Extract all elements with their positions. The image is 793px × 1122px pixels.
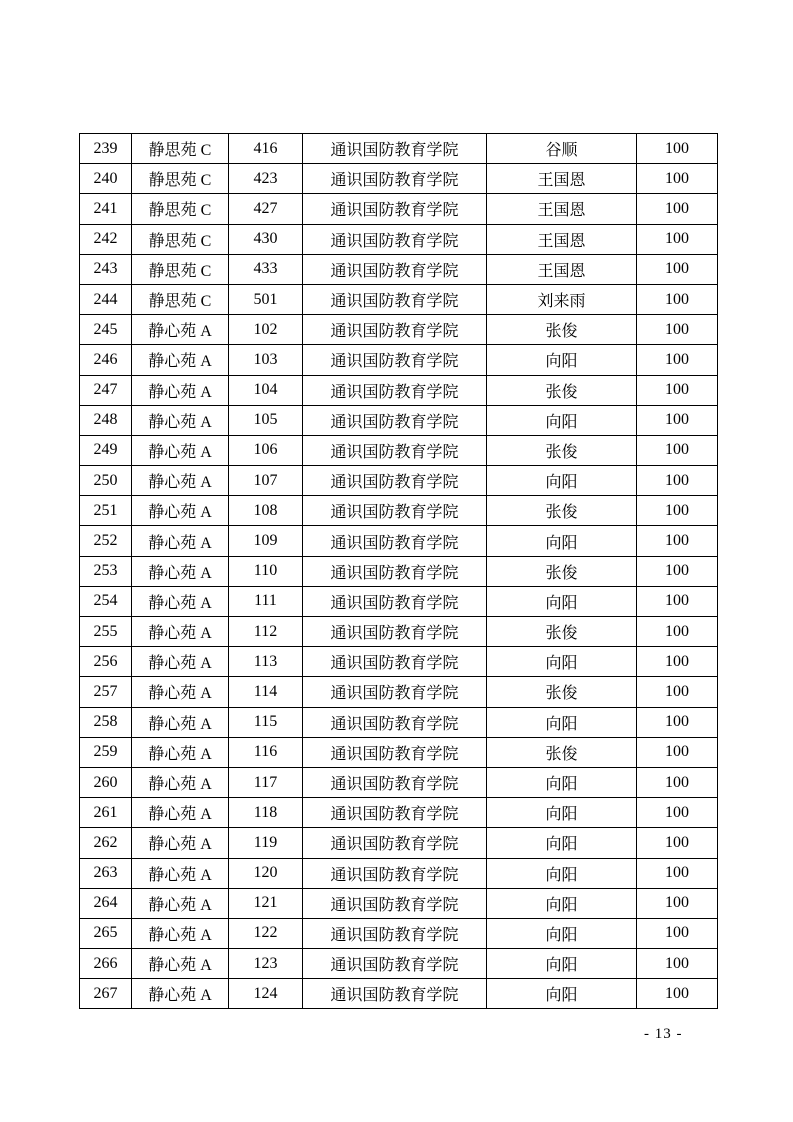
room-number-cell: 114 [229,677,303,707]
building-cell: 静心苑 A [132,828,229,858]
table-row [80,767,718,797]
college-cell: 通识国防教育学院 [303,164,487,194]
building-cell: 静心苑 A [132,767,229,797]
building-cell: 静心苑 A [132,556,229,586]
room-number-cell: 106 [229,435,303,465]
document-page [79,133,717,1009]
inspector-name-cell: 向阳 [487,466,637,496]
inspector-name-cell: 刘来雨 [487,284,637,314]
table-row [80,254,718,284]
score-cell: 100 [637,345,718,375]
room-number-cell: 121 [229,888,303,918]
college-cell: 通识国防教育学院 [303,767,487,797]
building-cell: 静心苑 A [132,496,229,526]
building-cell: 静心苑 A [132,677,229,707]
room-number-cell: 427 [229,194,303,224]
row-number-cell: 248 [80,405,132,435]
table-row [80,315,718,345]
table-row [80,405,718,435]
room-number-cell: 104 [229,375,303,405]
room-number-cell: 501 [229,284,303,314]
college-cell: 通识国防教育学院 [303,496,487,526]
inspector-name-cell: 向阳 [487,979,637,1009]
inspector-name-cell: 向阳 [487,798,637,828]
row-number-cell: 260 [80,767,132,797]
inspector-name-cell: 张俊 [487,435,637,465]
inspector-name-cell: 向阳 [487,828,637,858]
score-cell: 100 [637,556,718,586]
room-number-cell: 107 [229,466,303,496]
row-number-cell: 239 [80,134,132,164]
building-cell: 静思苑 C [132,194,229,224]
room-number-cell: 423 [229,164,303,194]
building-cell: 静心苑 A [132,918,229,948]
room-number-cell: 119 [229,828,303,858]
score-cell: 100 [637,194,718,224]
table-row [80,647,718,677]
building-cell: 静心苑 A [132,526,229,556]
row-number-cell: 246 [80,345,132,375]
room-number-cell: 112 [229,617,303,647]
college-cell: 通识国防教育学院 [303,677,487,707]
row-number-cell: 254 [80,586,132,616]
table-row [80,134,718,164]
room-number-cell: 124 [229,979,303,1009]
inspector-name-cell: 张俊 [487,375,637,405]
college-cell: 通识国防教育学院 [303,134,487,164]
college-cell: 通识国防教育学院 [303,526,487,556]
inspector-name-cell: 张俊 [487,677,637,707]
building-cell: 静心苑 A [132,345,229,375]
score-cell: 100 [637,164,718,194]
building-cell: 静心苑 A [132,375,229,405]
score-cell: 100 [637,737,718,767]
row-number-cell: 264 [80,888,132,918]
college-cell: 通识国防教育学院 [303,405,487,435]
table-row [80,888,718,918]
inspector-name-cell: 向阳 [487,405,637,435]
college-cell: 通识国防教育学院 [303,254,487,284]
dormitory-score-table [79,133,718,1009]
inspector-name-cell: 向阳 [487,647,637,677]
table-row [80,918,718,948]
table-row [80,435,718,465]
inspector-name-cell: 向阳 [487,526,637,556]
table-row [80,828,718,858]
college-cell: 通识国防教育学院 [303,466,487,496]
table-row [80,224,718,254]
table-row [80,979,718,1009]
table-row [80,164,718,194]
row-number-cell: 240 [80,164,132,194]
inspector-name-cell: 向阳 [487,707,637,737]
row-number-cell: 263 [80,858,132,888]
table-row [80,194,718,224]
building-cell: 静心苑 A [132,949,229,979]
row-number-cell: 259 [80,737,132,767]
row-number-cell: 244 [80,284,132,314]
room-number-cell: 116 [229,737,303,767]
room-number-cell: 430 [229,224,303,254]
inspector-name-cell: 向阳 [487,345,637,375]
college-cell: 通识国防教育学院 [303,617,487,647]
score-cell: 100 [637,134,718,164]
room-number-cell: 102 [229,315,303,345]
table-body [80,134,718,1009]
room-number-cell: 433 [229,254,303,284]
room-number-cell: 105 [229,405,303,435]
inspector-name-cell: 张俊 [487,496,637,526]
score-cell: 100 [637,979,718,1009]
score-cell: 100 [637,828,718,858]
score-cell: 100 [637,888,718,918]
table-row [80,345,718,375]
row-number-cell: 262 [80,828,132,858]
score-cell: 100 [637,284,718,314]
college-cell: 通识国防教育学院 [303,707,487,737]
score-cell: 100 [637,586,718,616]
building-cell: 静心苑 A [132,979,229,1009]
college-cell: 通识国防教育学院 [303,888,487,918]
table-row [80,707,718,737]
inspector-name-cell: 向阳 [487,949,637,979]
score-cell: 100 [637,707,718,737]
table-row [80,617,718,647]
room-number-cell: 122 [229,918,303,948]
score-cell: 100 [637,767,718,797]
inspector-name-cell: 向阳 [487,858,637,888]
table-row [80,949,718,979]
score-cell: 100 [637,858,718,888]
row-number-cell: 266 [80,949,132,979]
building-cell: 静心苑 A [132,798,229,828]
inspector-name-cell: 向阳 [487,586,637,616]
inspector-name-cell: 张俊 [487,617,637,647]
score-cell: 100 [637,496,718,526]
table-row [80,677,718,707]
room-number-cell: 120 [229,858,303,888]
table-row [80,375,718,405]
table-row [80,466,718,496]
inspector-name-cell: 张俊 [487,737,637,767]
building-cell: 静思苑 C [132,224,229,254]
row-number-cell: 265 [80,918,132,948]
score-cell: 100 [637,677,718,707]
building-cell: 静心苑 A [132,435,229,465]
page-number: - 13 - [644,1026,683,1042]
score-cell: 100 [637,405,718,435]
inspector-name-cell: 王国恩 [487,194,637,224]
row-number-cell: 251 [80,496,132,526]
building-cell: 静心苑 A [132,586,229,616]
score-cell: 100 [637,375,718,405]
score-cell: 100 [637,526,718,556]
building-cell: 静心苑 A [132,466,229,496]
inspector-name-cell: 谷顺 [487,134,637,164]
row-number-cell: 242 [80,224,132,254]
room-number-cell: 108 [229,496,303,526]
score-cell: 100 [637,798,718,828]
room-number-cell: 115 [229,707,303,737]
room-number-cell: 113 [229,647,303,677]
college-cell: 通识国防教育学院 [303,435,487,465]
row-number-cell: 255 [80,617,132,647]
row-number-cell: 256 [80,647,132,677]
building-cell: 静思苑 C [132,134,229,164]
building-cell: 静心苑 A [132,315,229,345]
row-number-cell: 249 [80,435,132,465]
building-cell: 静思苑 C [132,254,229,284]
score-cell: 100 [637,224,718,254]
building-cell: 静心苑 A [132,617,229,647]
room-number-cell: 109 [229,526,303,556]
college-cell: 通识国防教育学院 [303,586,487,616]
score-cell: 100 [637,466,718,496]
building-cell: 静思苑 C [132,284,229,314]
table-row [80,737,718,767]
college-cell: 通识国防教育学院 [303,737,487,767]
score-cell: 100 [637,949,718,979]
room-number-cell: 110 [229,556,303,586]
room-number-cell: 118 [229,798,303,828]
building-cell: 静心苑 A [132,405,229,435]
inspector-name-cell: 张俊 [487,556,637,586]
score-cell: 100 [637,435,718,465]
row-number-cell: 245 [80,315,132,345]
room-number-cell: 123 [229,949,303,979]
inspector-name-cell: 向阳 [487,767,637,797]
table-row [80,556,718,586]
college-cell: 通识国防教育学院 [303,345,487,375]
score-cell: 100 [637,617,718,647]
inspector-name-cell: 向阳 [487,918,637,948]
inspector-name-cell: 张俊 [487,315,637,345]
college-cell: 通识国防教育学院 [303,284,487,314]
inspector-name-cell: 王国恩 [487,224,637,254]
college-cell: 通识国防教育学院 [303,647,487,677]
table-row [80,496,718,526]
inspector-name-cell: 向阳 [487,888,637,918]
table-row [80,586,718,616]
room-number-cell: 117 [229,767,303,797]
college-cell: 通识国防教育学院 [303,949,487,979]
building-cell: 静心苑 A [132,647,229,677]
college-cell: 通识国防教育学院 [303,194,487,224]
college-cell: 通识国防教育学院 [303,858,487,888]
score-cell: 100 [637,647,718,677]
room-number-cell: 111 [229,586,303,616]
college-cell: 通识国防教育学院 [303,315,487,345]
building-cell: 静心苑 A [132,707,229,737]
college-cell: 通识国防教育学院 [303,224,487,254]
table-row [80,858,718,888]
inspector-name-cell: 王国恩 [487,254,637,284]
score-cell: 100 [637,254,718,284]
score-cell: 100 [637,918,718,948]
row-number-cell: 243 [80,254,132,284]
row-number-cell: 253 [80,556,132,586]
table-row [80,284,718,314]
table-row [80,798,718,828]
row-number-cell: 247 [80,375,132,405]
college-cell: 通识国防教育学院 [303,798,487,828]
row-number-cell: 258 [80,707,132,737]
row-number-cell: 261 [80,798,132,828]
building-cell: 静思苑 C [132,164,229,194]
inspector-name-cell: 王国恩 [487,164,637,194]
room-number-cell: 416 [229,134,303,164]
score-cell: 100 [637,315,718,345]
room-number-cell: 103 [229,345,303,375]
row-number-cell: 257 [80,677,132,707]
building-cell: 静心苑 A [132,888,229,918]
row-number-cell: 250 [80,466,132,496]
college-cell: 通识国防教育学院 [303,556,487,586]
row-number-cell: 267 [80,979,132,1009]
college-cell: 通识国防教育学院 [303,918,487,948]
table-row [80,526,718,556]
college-cell: 通识国防教育学院 [303,979,487,1009]
college-cell: 通识国防教育学院 [303,828,487,858]
row-number-cell: 241 [80,194,132,224]
building-cell: 静心苑 A [132,858,229,888]
college-cell: 通识国防教育学院 [303,375,487,405]
row-number-cell: 252 [80,526,132,556]
building-cell: 静心苑 A [132,737,229,767]
